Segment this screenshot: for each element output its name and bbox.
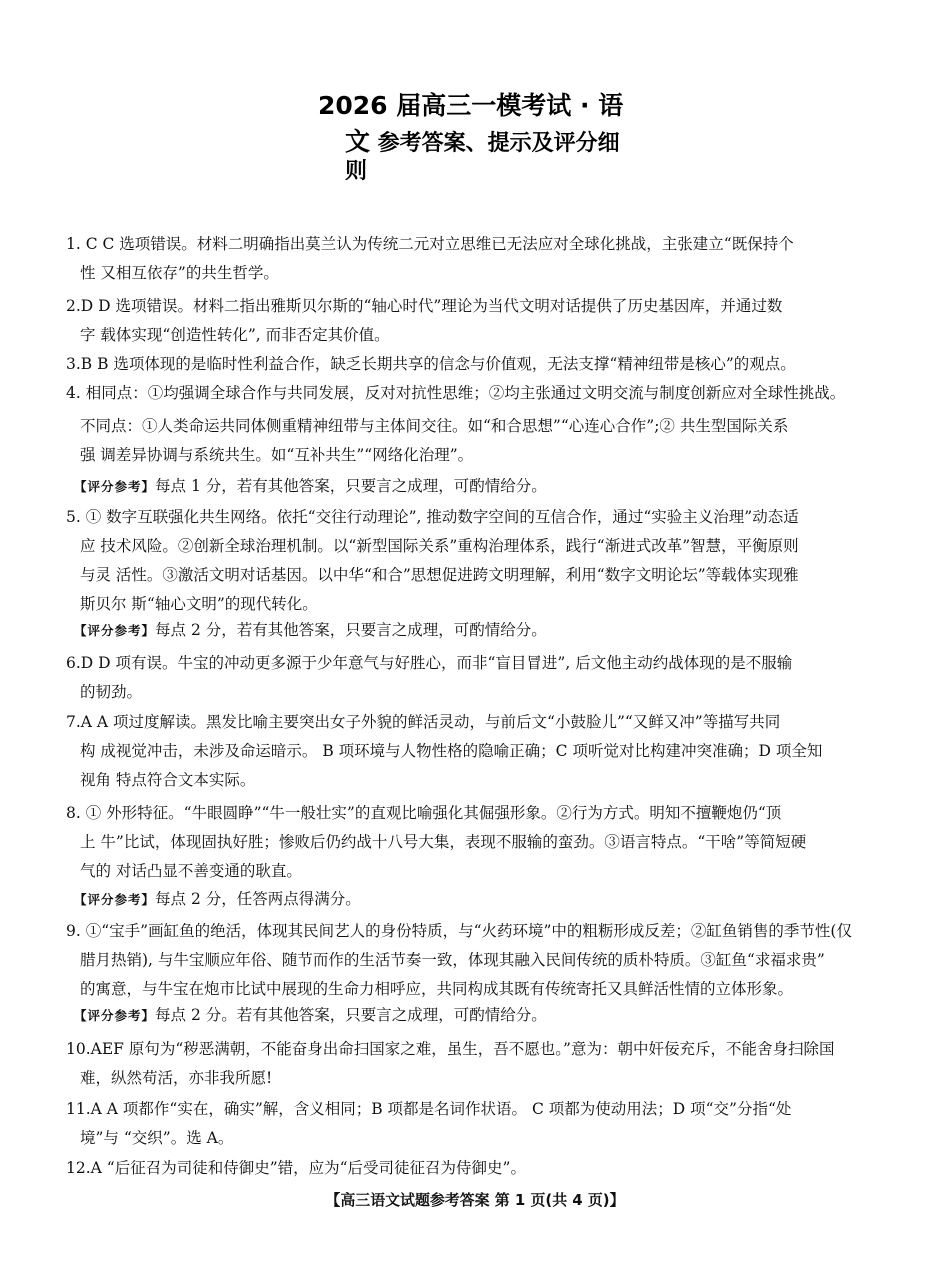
- answer-item-2: [66, 292, 892, 350]
- answer-line: 构 成视觉冲击，未涉及命运暗示。 B 项环境与人物性格的隐喻正确；C 项听觉对比构建冲突准确；D 项全知: [80, 742, 823, 760]
- doc-title-line-1: 2026 届高三一模考试 · 语: [318, 91, 624, 120]
- scoring-text: 每点 2 分。若有其他答案，只要言之成理，可酌情给分。: [155, 1006, 547, 1024]
- answer-item-5: [66, 503, 892, 619]
- answer-item-11: [66, 1095, 892, 1153]
- doc-title-line-2: [345, 122, 620, 158]
- doc-title-subtitle: 参考答案、提示及评分细: [370, 131, 620, 156]
- scoring-reference-tag: 【评分参考】: [74, 892, 156, 907]
- answer-line: 8. ① 外形特征。“牛眼圆睁”“牛一般壮实”的直观比喻强化其倔强形象。②行为方式。明知不擅鞭炮仍“顶: [66, 804, 782, 822]
- answer-item-8: [66, 799, 892, 886]
- answer-line: 与灵 活性。③激活文明对话基因。以中华“和合”思想促进跨文明理解，利用“数字文明论坛”等载体实现雅: [80, 566, 799, 584]
- scoring-reference-tag: 【评分参考】: [74, 623, 156, 638]
- answer-line: 9. ①“宝手”画缸鱼的绝活，体现其民间艺人的身份特质，与“火药环境”中的粗粝形成反差；②缸鱼销售的季节性(仅: [66, 922, 852, 940]
- answer-item-9: [66, 917, 892, 1004]
- answer-line: 6.D D 项有误。牛宝的冲动更多源于少年意气与好胜心，而非“盲目冒进”, 后文他主动约战体现的是不服输: [66, 654, 793, 672]
- answer-line: 斯贝尔 斯“轴心文明”的现代转化。: [80, 595, 318, 613]
- answer-line: 4. 相同点：①均强调全球合作与共同发展，反对对抗性思维；②均主张通过文明交流与制度创新应对全球性挑战。: [66, 384, 846, 402]
- answer-item-7: [66, 708, 892, 795]
- answer-line: 12.A “后征召为司徒和侍御史”错，应为“后受司徒征召为侍御史”。: [66, 1159, 526, 1177]
- answer-line: 3.B B 选项体现的是临时性利益合作，缺乏长期共享的信念与价值观，无法支撑“精神纽带是核心”的观点。: [66, 355, 796, 373]
- answer-line: 性 又相互依存”的共生哲学。: [80, 264, 279, 282]
- answer-line: 不同点：①人类命运共同体侧重精神纽带与主体间交往。如“和合思想”“心连心合作”;② 共生型国际关系: [80, 417, 789, 435]
- answer-line: 2.D D 选项错误。材料二指出雅斯贝尔斯的“轴心时代”理论为当代文明对话提供了历史基因库，并通过数: [66, 297, 783, 315]
- doc-title-line-3: 则: [345, 159, 368, 184]
- answer-line: 的韧劲。: [80, 683, 143, 701]
- answer-line: 11.A A 项都作“实在，确实”解，含义相同；B 项都是名词作状语。 C 项都为使动用法；D 项“交”分指“处: [66, 1100, 792, 1118]
- answer-line: 的寓意，与牛宝在炮市比试中展现的生命力相呼应，共同构成其既有传统寄托又具鲜活性情的立体形象。: [80, 980, 794, 998]
- scoring-text: 每点 2 分，若有其他答案，只要言之成理，可酌情给分。: [155, 621, 547, 639]
- answer-line: 上 牛”比试，体现固执好胜；惨败后仍约战十八号大集，表现不服输的蛮劲。③语言特点。“干啥”等简短硬: [80, 833, 807, 851]
- answer-item-12: [66, 1154, 892, 1183]
- scoring-note-4: [74, 472, 900, 501]
- scoring-text: 每点 1 分，若有其他答案，只要言之成理，可酌情给分。: [155, 477, 547, 495]
- answer-line: 字 载体实现“创造性转化”, 而非否定其价值。: [80, 326, 390, 344]
- scoring-text: 每点 2 分，任答两点得满分。: [155, 890, 361, 908]
- answer-line: 10.AEF 原句为“秽恶满朝，不能奋身出命扫国家之难，虽生，吾不愿也。”意为：朝中奸佞充斥，不能舍身扫除国: [66, 1040, 835, 1058]
- answer-line: 气的 对话凸显不善变通的耿直。: [80, 862, 302, 880]
- answer-line: 腊月热销), 与牛宝顺应年俗、随节而作的生活节奏一致，体现其融入民间传统的质朴特质。③缸鱼“求福求贵”: [80, 951, 825, 969]
- answer-item-4: [66, 379, 892, 408]
- answer-line: 难，纵然苟活，亦非我所愿!: [80, 1069, 273, 1087]
- answer-line: 应 技术风险。②创新全球治理机制。以“新型国际关系”重构治理体系，践行“渐进式改革”智慧，平衡原则: [80, 537, 799, 555]
- doc-title-char: 文: [345, 127, 371, 156]
- scoring-reference-tag: 【评分参考】: [74, 1008, 156, 1023]
- answer-line: 1. C C 选项错误。材料二明确指出莫兰认为传统二元对立思维已无法应对全球化挑战，主张建立“既保持个: [66, 235, 794, 253]
- answer-line: 7.A A 项过度解读。黑发比喻主要突出女子外貌的鲜活灵动，与前后文“小鼓脸儿”“又鲜又冲”等描写共同: [66, 713, 781, 731]
- answer-line: 视角 特点符合文本实际。: [80, 771, 256, 789]
- answer-item-6: [66, 649, 892, 707]
- answer-line: 强 调差异协调与系统共生。如“互补共生”“网络化治理”。: [80, 446, 474, 464]
- answer-line: 境”与 “交织”。选 A。: [80, 1129, 234, 1147]
- answer-line: 5. ① 数字互联强化共生网络。依托“交往行动理论”, 推动数字空间的互信合作，通过“实验主义治理”动态适: [66, 508, 799, 526]
- answer-item-10: [66, 1035, 892, 1093]
- page-footer: 【高三语文试题参考答案 第 1 页(共 4 页)】: [325, 1191, 625, 1209]
- answer-item-1: [66, 230, 892, 288]
- scoring-note-9: [74, 1001, 900, 1030]
- answer-item-4-diff: [80, 412, 892, 470]
- scoring-note-8: [74, 885, 900, 914]
- answer-item-3: [66, 350, 892, 379]
- scoring-reference-tag: 【评分参考】: [74, 479, 156, 494]
- scoring-note-5: [74, 616, 900, 645]
